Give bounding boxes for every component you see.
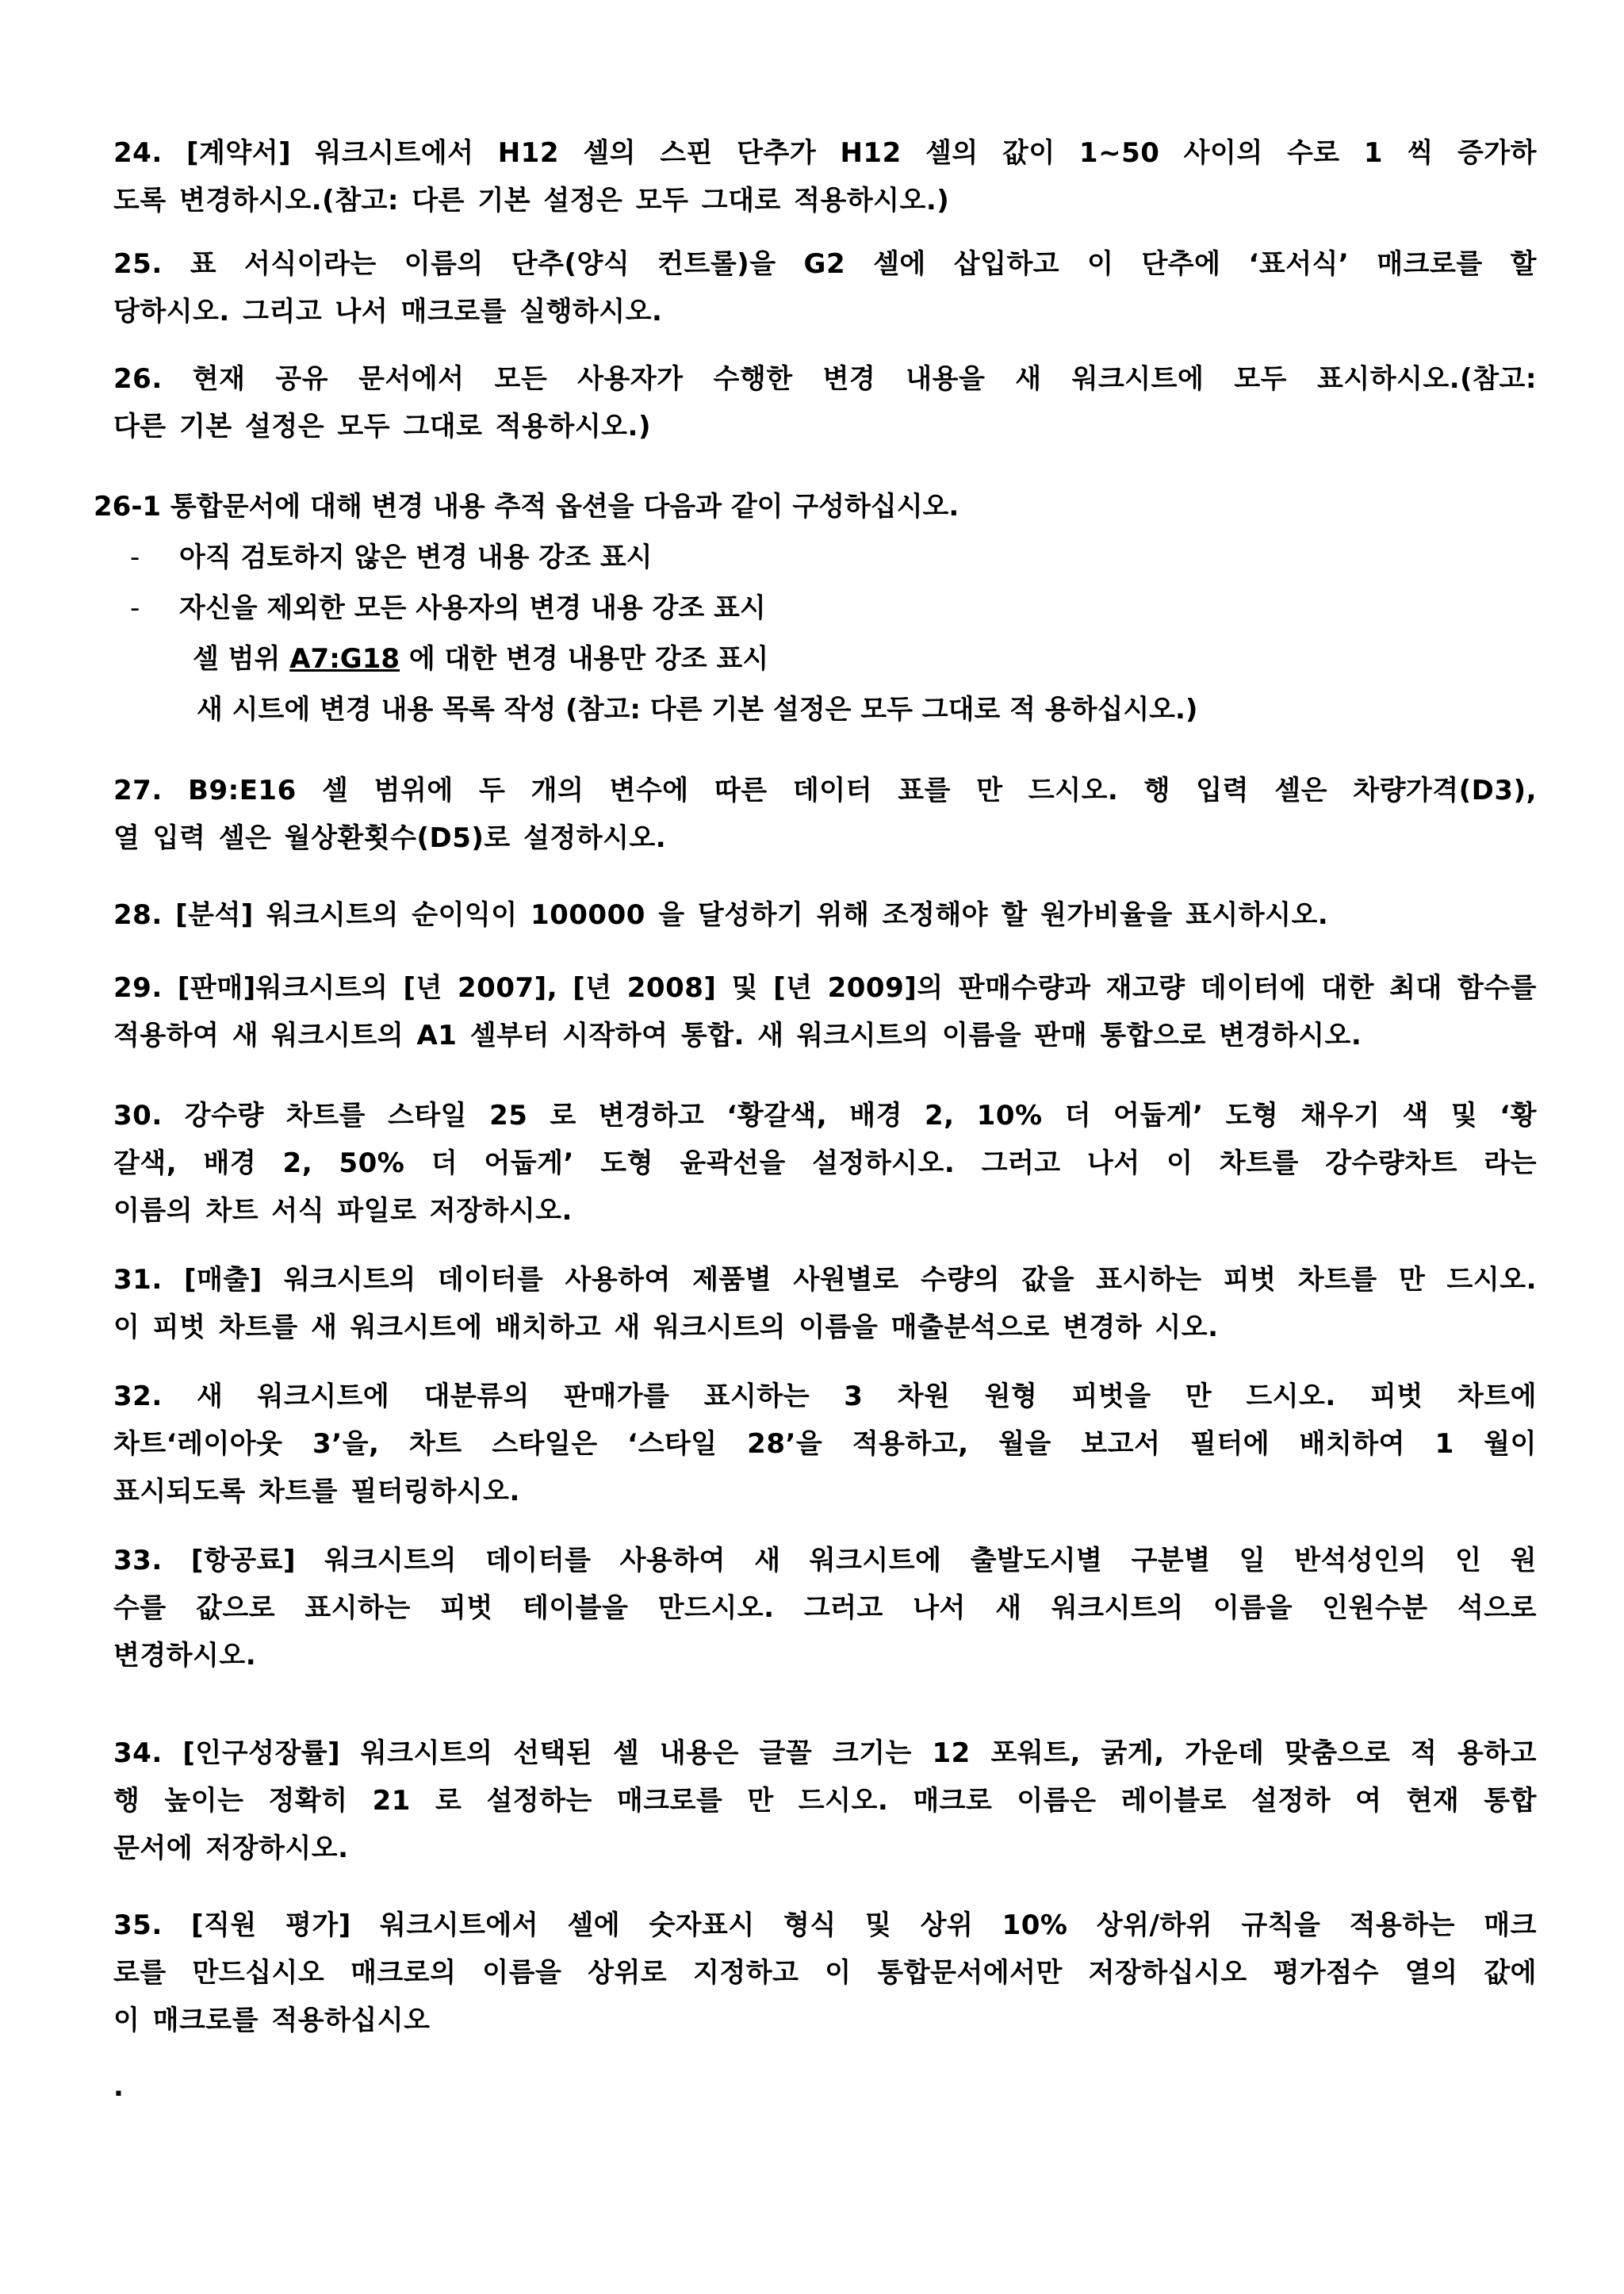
question-26 [113,355,1537,450]
question-31-line-1: 31. [매출] 워크시트의 데이터를 사용하여 제품별 사원별로 수량의 값을 표시하는 피벗 차트를 만 드시오. [113,1264,1537,1296]
question-32-line-2: 차트‘레이아웃 3’을, 차트 스타일은 ‘스타일 28’을 적용하고, 월을 보고서 필터에 배치하여 1 월이 [113,1428,1537,1460]
question-35-line-3: 이 매크로를 적용하십시오 [113,2005,431,2036]
question-32-line-1: 32. 새 워크시트에 대분류의 판매가를 표시하는 3 차원 원형 피벗을 만 드시오. 피벗 차트에 [113,1381,1537,1412]
question-35-line-2: 로를 만드십시오 매크로의 이름을 상위로 지정하고 이 통합문서에서만 저장하십시오 평가점수 열의 값에 [113,1957,1537,1989]
question-30-line-2: 갈색, 배경 2, 50% 더 어둡게’ 도형 윤곽선을 설정하시오. 그러고 나서 이 차트를 강수량차트 라는 [113,1147,1537,1179]
question-26-1 [94,481,1521,735]
question-34-line-1: 34. [인구성장률] 워크시트의 선택된 셀 내용은 글꼴 크기는 12 포워트, 굵게, 가운데 맞춤으로 적 용하고 [113,1737,1537,1769]
question-25-line-2: 당하시오. 그리고 나서 매크로를 실행하시오. [113,296,663,327]
question-26-line-1: 26. 현재 공유 문서에서 모든 사용자가 수행한 변경 내용을 새 워크시트에 모두 표시하시오.(참고: [113,363,1537,395]
question-26-1-item-1-text: 아직 검토하지 않은 변경 내용 강조 표시 [179,542,653,573]
question-26-1-item-4: 새 시트에 변경 내용 목록 작성 (참고: 다른 기본 설정은 모두 그대로 적 용하십시오.) [197,694,1198,726]
question-26-1-item-3-post: 에 대한 변경 내용만 강조 표시 [400,643,769,675]
question-25-line-1: 25. 표 서식이라는 이름의 단추(양식 컨트롤)을 G2 셀에 삽입하고 이 단추에 ‘표서식’ 매크로를 할 [113,248,1537,280]
question-27-line-2: 열 입력 셀은 월상환횟수(D5)로 설정하시오. [113,822,667,854]
question-24 [113,129,1537,224]
question-29 [113,964,1537,1059]
question-26-1-item-2 [94,583,1521,634]
question-30 [113,1092,1537,1235]
question-28-line-1: 28. [분석] 워크시트의 순이익이 100000 을 달성하기 위해 조정해야 할 원가비율을 표시하시오. [113,899,1329,931]
question-26-line-2: 다른 기본 설정은 모두 그대로 적용하시오.) [113,411,651,442]
dash-bullet: - [130,542,140,573]
question-33-line-3: 변경하시오. [113,1640,257,1672]
question-26-1-item-3 [94,634,1521,684]
question-29-line-2: 적용하여 새 워크시트의 A1 셀부터 시작하여 통합. 새 워크시트의 이름을 판매 통합으로 변경하시오. [113,1020,1362,1051]
question-35-line-1: 35. [직원 평가] 워크시트에서 셀에 숫자표시 형식 및 상위 10% 상위/하위 규칙을 적용하는 매크 [113,1909,1537,1941]
question-34-line-3: 문서에 저장하시오. [113,1833,349,1864]
question-33-line-2: 수를 값으로 표시하는 피벗 테이블을 만드시오. 그러고 나서 새 워크시트의 이름을 인원수분 석으로 [113,1592,1537,1624]
cell-range-reference: A7:G18 [289,643,400,675]
trailing-dot: . [113,2071,124,2103]
question-28 [113,891,1537,939]
question-35 [113,1901,1537,2044]
question-30-line-3: 이름의 차트 서식 파일로 저장하시오. [113,1195,573,1227]
question-27-line-1: 27. B9:E16 셀 범위에 두 개의 변수에 따른 데이터 표를 만 드시오. 행 입력 셀은 차량가격(D3), [113,775,1537,806]
question-25 [113,240,1537,335]
question-24-line-2: 도록 변경하시오.(참고: 다른 기본 설정은 모두 그대로 적용하시오.) [113,185,950,216]
question-26-1-item-2-text: 자신을 제외한 모든 사용자의 변경 내용 강조 표시 [179,592,766,624]
question-30-line-1: 30. 강수량 차트를 스타일 25 로 변경하고 ‘황갈색, 배경 2, 10% 더 어둡게’ 도형 채우기 색 및 ‘황 [113,1100,1537,1132]
question-32 [113,1373,1537,1515]
question-29-line-1: 29. [판매]워크시트의 [년 2007], [년 2008] 및 [년 2009]의 판매수량과 재고량 데이터에 대한 최대 함수를 [113,972,1537,1004]
question-26-1-item-1 [94,532,1521,583]
question-27 [113,767,1537,862]
question-34 [113,1729,1537,1872]
question-34-line-2: 행 높이는 정확히 21 로 설정하는 매크로를 만 드시오. 매크로 이름은 레이블로 설정하 여 현재 통합 [113,1785,1537,1817]
dash-bullet: - [130,592,140,624]
question-33-line-1: 33. [항공료] 워크시트의 데이터를 사용하여 새 워크시트에 출발도시별 구분별 일 반석성인의 인 원 [113,1545,1537,1576]
question-32-line-3: 표시되도록 차트를 필터링하시오. [113,1476,520,1507]
question-33 [113,1537,1537,1679]
question-31-line-2: 이 피벗 차트를 새 워크시트에 배치하고 새 워크시트의 이름을 매출분석으로 변경하 시오. [113,1312,1219,1343]
question-26-1-item-3-pre: 셀 범위 [193,643,290,675]
question-31 [113,1256,1537,1351]
question-26-1-title: 26-1 통합문서에 대해 변경 내용 추적 옵션을 다음과 같이 구성하십시오. [94,491,959,523]
question-24-line-1: 24. [계약서] 워크시트에서 H12 셀의 스핀 단추가 H12 셀의 값이 1~50 사이의 수로 1 씩 증가하 [113,137,1537,169]
